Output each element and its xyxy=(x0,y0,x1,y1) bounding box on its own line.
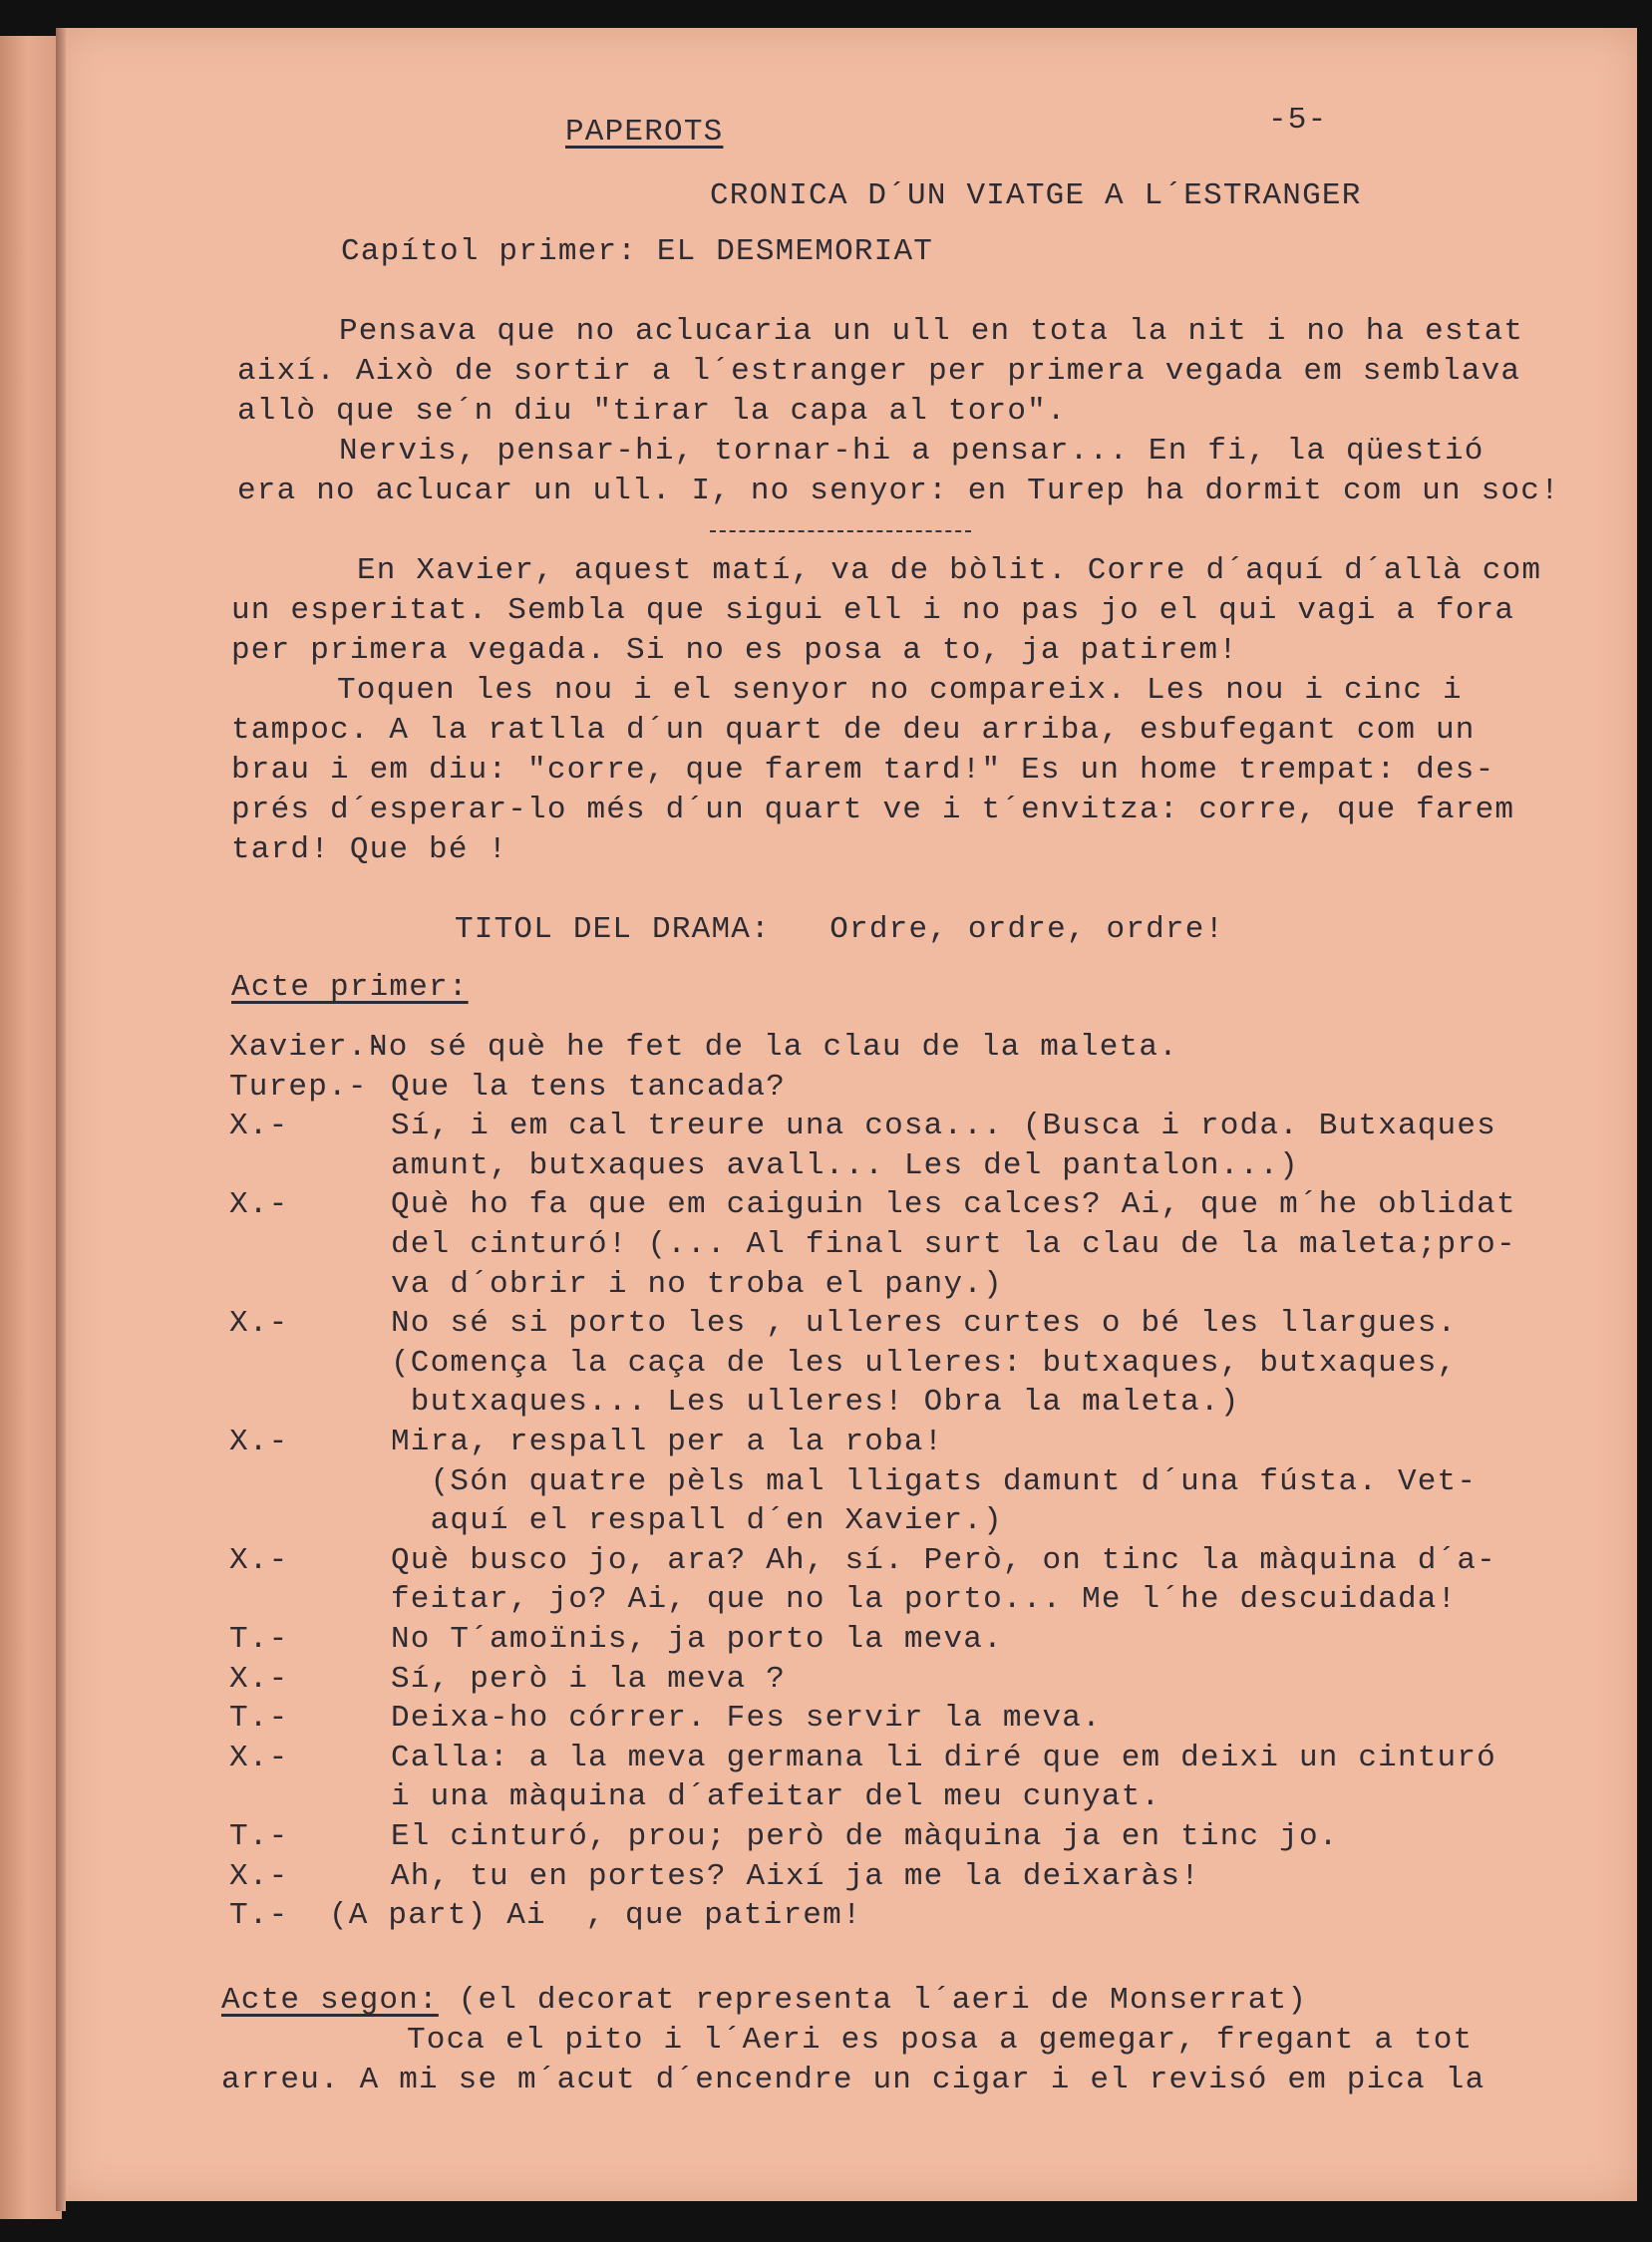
dialogue-line: (Comença la caça de les ulleres: butxaques, butxaques, xyxy=(391,1346,1458,1381)
dialogue-speaker: X.- xyxy=(229,1306,289,1341)
previous-page-edge xyxy=(0,36,62,2219)
dialogue-line: Què ho fa que em caiguin les calces? Ai, que m´he oblidat xyxy=(391,1187,1516,1222)
chapter-heading: Capítol primer: EL DESMEMORIAT xyxy=(341,234,934,269)
dialogue-line: No sé si porto les , ulleres curtes o bé les llargues. xyxy=(391,1306,1458,1341)
section-separator xyxy=(710,530,971,532)
dialogue-speaker: T.- xyxy=(229,1819,289,1854)
intro-line: Pensava que no aclucaria un ull en tota la nit i no ha estat xyxy=(339,314,1524,349)
drama-title: TITOL DEL DRAMA: Ordre, ordre, ordre! xyxy=(455,912,1225,947)
dialogue-line: va d´obrir i no troba el pany.) xyxy=(391,1267,1003,1302)
dialogue-line: Deixa-ho córrer. Fes servir la meva. xyxy=(391,1701,1102,1736)
act-two-text-line: arreu. A mi se m´acut d´encendre un cigar i el revisó em pica la xyxy=(221,2063,1486,2097)
document-title: CRONICA D´UN VIATGE A L´ESTRANGER xyxy=(710,178,1362,213)
dialogue-speaker: X.- xyxy=(229,1187,289,1222)
intro-line: així. Això de sortir a l´estranger per primera vegada em semblava xyxy=(237,354,1521,389)
paragraph-line: tampoc. A la ratlla d´un quart de deu arriba, esbufegant com un xyxy=(231,713,1476,748)
dialogue-line: (Són quatre pèls mal lligats damunt d´una fústa. Vet- xyxy=(391,1464,1478,1499)
paragraph-line: Toquen les nou i el senyor no compareix. Les nou i cinc i xyxy=(337,673,1463,708)
dialogue-speaker: Xavier.- xyxy=(229,1030,388,1065)
dialogue-line: El cinturó, prou; però de màquina ja en tinc jo. xyxy=(391,1819,1339,1854)
paragraph-line: prés d´esperar-lo més d´un quart ve i t´envitza: corre, que farem xyxy=(231,793,1515,827)
act-one-heading: Acte primer: xyxy=(231,970,469,1005)
paragraph-line: un esperitat. Sembla que sigui ell i no pas jo el qui vagi a fora xyxy=(231,593,1515,628)
dialogue-line: Mira, respall per a la roba! xyxy=(391,1425,944,1459)
dialogue-line: Què busco jo, ara? Ah, sí. Però, on tinc la màquina d´a- xyxy=(391,1543,1496,1578)
act-two-heading: Acte segon: xyxy=(221,1983,439,2018)
paragraph-line: tard! Que bé ! xyxy=(231,832,508,867)
paragraph-line: per primera vegada. Si no es posa a to, ja patirem! xyxy=(231,633,1238,668)
intro-line: Nervis, pensar-hi, tornar-hi a pensar... En fi, la qüestió xyxy=(339,434,1485,469)
dialogue-line: No T´amoïnis, ja porto la meva. xyxy=(391,1622,1003,1657)
dialogue-line: butxaques... Les ulleres! Obra la maleta.) xyxy=(391,1385,1240,1420)
act-two-heading-line xyxy=(221,1984,1307,2018)
dialogue-line: feitar, jo? Ai, que no la porto... Me l´he descuidada! xyxy=(391,1582,1458,1617)
paragraph-line: brau i em diu: "corre, que farem tard!" Es un home trempat: des- xyxy=(231,753,1495,788)
dialogue-line: Sí, i em cal treure una cosa... (Busca i roda. Butxaques xyxy=(391,1109,1496,1143)
dialogue-speaker: X.- xyxy=(229,1662,289,1697)
paragraph-line: En Xavier, aquest matí, va de bòlit. Corre d´aquí d´allà com xyxy=(357,553,1542,588)
act-two-text-line: Toca el pito i l´Aeri es posa a gemegar, fregant a tot xyxy=(407,2023,1474,2058)
dialogue-line: Calla: a la meva germana li diré que em deixi un cinturó xyxy=(391,1741,1496,1775)
dialogue-line: del cinturó! (... Al final surt la clau de la maleta;pro- xyxy=(391,1227,1516,1262)
intro-line: allò que se´n diu "tirar la capa al toro". xyxy=(237,394,1067,429)
dialogue-line: amunt, butxaques avall... Les del pantalon...) xyxy=(391,1148,1299,1183)
intro-line: era no aclucar un ull. I, no senyor: en Turep ha dormit com un soc! xyxy=(237,474,1560,508)
dialogue-line: No sé què he fet de la clau de la maleta. xyxy=(369,1030,1178,1065)
dialogue-line: Ah, tu en portes? Així ja me la deixaràs! xyxy=(391,1859,1200,1894)
dialogue-speaker: T.- xyxy=(229,1622,289,1657)
dialogue-speaker: Turep.- xyxy=(229,1070,368,1105)
dialogue-speaker: T.- xyxy=(229,1898,289,1933)
page-number: -5- xyxy=(1268,103,1328,138)
dialogue-speaker: X.- xyxy=(229,1741,289,1775)
dialogue-line: i una màquina d´afeitar del meu cunyat. xyxy=(391,1779,1161,1814)
dialogue-speaker: X.- xyxy=(229,1543,289,1578)
dialogue-line: Que la tens tancada? xyxy=(391,1070,787,1105)
dialogue-speaker: X.- xyxy=(229,1109,289,1143)
dialogue-line: Sí, però i la meva ? xyxy=(391,1662,787,1697)
dialogue-line: aquí el respall d´en Xavier.) xyxy=(391,1503,1003,1538)
dialogue-speaker: X.- xyxy=(229,1859,289,1894)
section-title: PAPEROTS xyxy=(565,115,724,150)
dialogue-line: (A part) Ai , que patirem! xyxy=(329,1898,862,1933)
dialogue-speaker: X.- xyxy=(229,1425,289,1459)
dialogue-speaker: T.- xyxy=(229,1701,289,1736)
binding-spine xyxy=(56,28,66,2211)
act-two-stage-note: (el decorat representa l´aeri de Monserrat) xyxy=(438,1983,1308,2018)
